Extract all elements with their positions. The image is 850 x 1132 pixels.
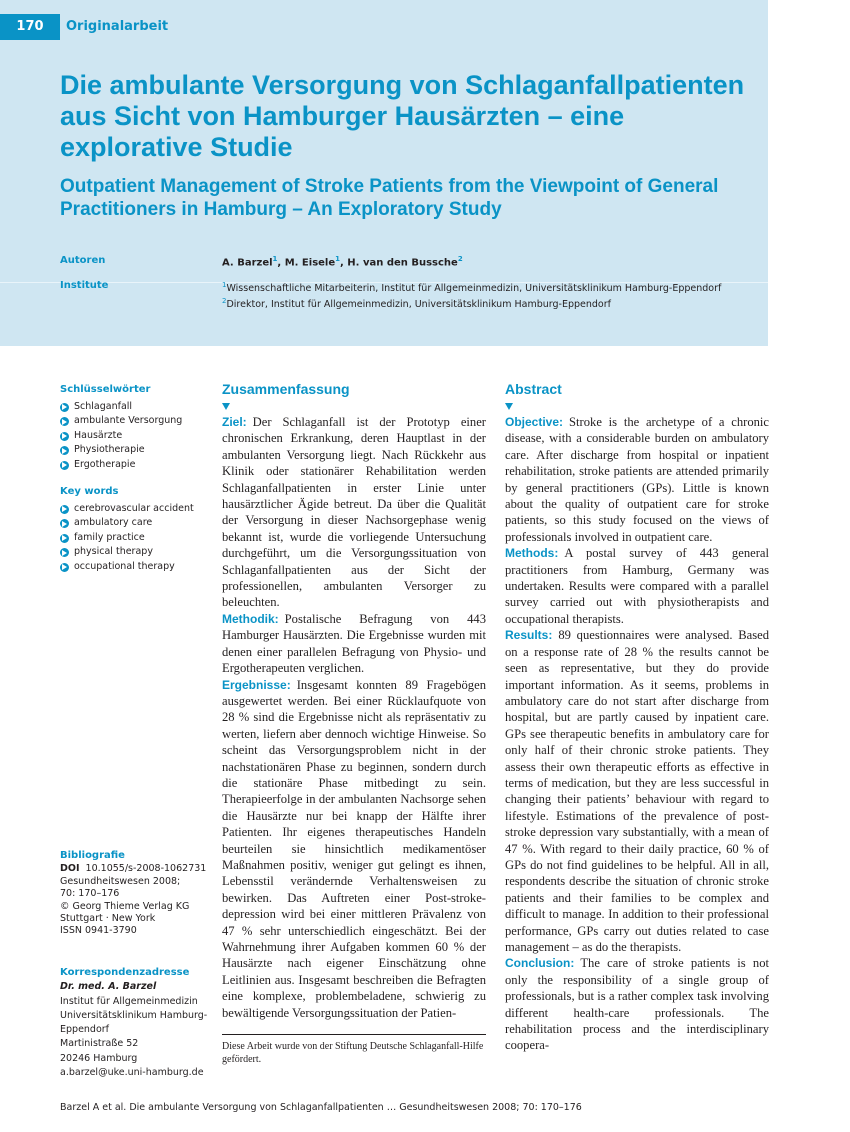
keywords-german: [60, 383, 210, 472]
bullet-arrow-icon: [60, 563, 69, 572]
address-line: 20246 Hamburg: [60, 1052, 138, 1064]
address-line: Institut für Allgemeinmedizin: [60, 995, 198, 1007]
funding-footnote: Diese Arbeit wurde von der Stiftung Deutsche Schlaganfall-Hilfe gefördert.: [222, 1041, 484, 1065]
author-name: H. van den Bussche: [347, 257, 458, 269]
address-line: Martinistraße 52: [60, 1038, 139, 1050]
abstract-text: [505, 414, 769, 1054]
bullet-arrow-icon: [60, 505, 69, 514]
keyword-item: family practice: [60, 531, 210, 546]
correspondence-title: Korrespondenzadresse: [60, 967, 190, 978]
abstract-paragraph: Methods: A postal survey of 443 general practitioners from Hamburg, Germany was undertaken. Results were compared with a parallel survey carried out with physiotherapists and occupational therapists.: [505, 546, 769, 626]
abstract-paragraph: Methodik: Postalische Befragung von 443 Hamburger Hausärzten. Die Ergebnisse wurden mit denen einer parallelen Befragung von Physio- und Ergotherapeuten verglichen.: [222, 611, 486, 676]
bibliography: [60, 850, 210, 938]
keyword-item: cerebrovascular accident: [60, 502, 210, 517]
footnote-rule: [222, 1034, 486, 1035]
keyword-item: Ergotherapie: [60, 458, 210, 473]
abstract-paragraph: Objective: Stroke is the archetype of a chronic disease, with a considerable burden on ambulatory care. After discharge from hospital or inpatient rehabilitation, stroke patients are attended primarily by general practitioners (GPs). Little is known about the quality of outpatient care for stroke patients, so this study focused on the views of professionals involved in outpatient care.: [505, 415, 769, 544]
bullet-arrow-icon: [60, 534, 69, 543]
abstract-heading: Abstract: [505, 381, 562, 397]
abstract-paragraph: Ziel: Der Schlaganfall ist der Prototyp einer chronischen Erkrankung, deren Hauptlast in der ambulanten Versorgung liegt. Nach Rückkehr aus Klinik oder stationärer Rehabilitation werden Schlaganfallpatienten in erster Linie unter hausärztlicher Ägide betreut. Da über die Qualität der Versorgung in dieser Nachsorgephase wenig bekannt ist, wurde die vorliegende Untersuchung durchgeführt, um die Versorgungssituation von Schlaganfallpatienten aus der Sicht der professionellen, ambulanten Versorger zu beleuchten.: [222, 415, 486, 610]
bibliography-line: Stuttgart · New York: [60, 913, 156, 925]
keyword-item: ambulante Versorgung: [60, 414, 210, 429]
correspondence-name: Dr. med. A. Barzel: [60, 981, 157, 993]
bibliography-line: ISSN 0941-3790: [60, 925, 137, 937]
doi-link[interactable]: 10.1055/s-2008-1062731: [85, 863, 207, 875]
bullet-arrow-icon: [60, 417, 69, 426]
title-english: Outpatient Management of Stroke Patients from the Viewpoint of General Practitioners in Hamburg – An Exploratory Study: [60, 176, 719, 220]
bullet-arrow-icon: [60, 519, 69, 528]
author-affiliation: 1: [272, 255, 278, 263]
keywords-german-title: Schlüsselwörter: [60, 384, 151, 395]
paragraph-label: Objective:: [505, 415, 564, 429]
triangle-down-icon: [505, 403, 513, 410]
keywords-english-title: Key words: [60, 486, 119, 497]
address-line: Universitätsklinikum Hamburg-: [60, 1009, 208, 1021]
institutes: [222, 279, 762, 311]
section-label: Originalarbeit: [66, 19, 169, 34]
author-name: M. Eisele: [284, 257, 336, 269]
bibliography-title: Bibliografie: [60, 850, 125, 861]
title-german: Die ambulante Versorgung von Schlaganfallpatienten aus Sicht von Hamburger Hausärzten – eine explorative Studie: [60, 70, 745, 162]
bullet-arrow-icon: [60, 432, 69, 441]
keyword-item: occupational therapy: [60, 560, 210, 575]
paragraph-label: Results:: [505, 628, 553, 643]
keyword-item: ambulatory care: [60, 516, 210, 531]
abstract-paragraph: Results: 89 questionnaires were analysed. Based on a response rate of 28 % the results cannot be seen as representative, but they do provide important information. As it seems, problems in ambulatory care do not start after discharge from hospital, but are partly caused by inpatient care. GPs see therapeutic benefits in ambulatory care for only half of their chronic stroke patients. They assess their own therapeutic efforts as effective in terms of medication, but they are less successful in changing their patients’ behaviour with regard to lifestyle. Estimations of the prevalence of post-stroke depression vary substantially, with a mean of 47 %. With regard to their daily practice, 60 % of GPs do not find guidelines to be helpful. All in all, respondents describe the situation of chronic stroke patients and their families to be complex and difficult to manage. In addition to their professional performance, GPs carry out duties related to case management – as do the therapists.: [505, 628, 769, 954]
triangle-down-icon: [222, 403, 230, 410]
keywords-english: [60, 485, 210, 574]
doi-line: DOI 10.1055/s-2008-1062731: [60, 863, 207, 875]
correspondence: [60, 966, 210, 1080]
institute-item: $^2$Direktor, Institut für Allgemeinmedizin, Universitätsklinikum Hamburg-Eppendorf: [222, 297, 611, 311]
bullet-arrow-icon: [60, 403, 69, 412]
paragraph-label: Methods:: [505, 546, 559, 561]
bibliography-line: Gesundheitswesen 2008;: [60, 875, 181, 887]
author-name: A. Barzel: [222, 257, 273, 269]
bibliography-line: 70: 170–176: [60, 888, 120, 900]
authors-label: Autoren: [60, 255, 106, 266]
institute-number: 2: [222, 297, 227, 306]
paragraph-label: Methodik:: [222, 611, 279, 626]
author-affiliation: 2: [457, 255, 463, 263]
bullet-arrow-icon: [60, 446, 69, 455]
institutes-label: Institute: [60, 280, 109, 291]
zusammenfassung-text: [222, 414, 486, 1021]
abstract-paragraph: Conclusion: The care of stroke patients is not only the responsibility of a single group of professionals, but is a rather complex task involving different health-care professionals. The rehabilitation process and the interdisciplinary coopera-: [505, 956, 769, 1053]
institute-item: $^1$Wissenschaftliche Mitarbeiterin, Institut für Allgemeinmedizin, Universitätsklinikum Hamburg-Eppendorf: [222, 281, 722, 295]
email-link[interactable]: a.barzel@uke.uni-hamburg.de: [60, 1067, 204, 1079]
authors: A. Barzel$^1$, M. Eisele$^1$, H. van den Bussche$^2$: [222, 255, 463, 269]
address-line: Eppendorf: [60, 1024, 110, 1036]
author-affiliation: 1: [335, 255, 341, 263]
zusammenfassung-heading: Zusammenfassung: [222, 381, 350, 397]
bibliography-line: © Georg Thieme Verlag KG: [60, 900, 190, 912]
paragraph-label: Ziel:: [222, 415, 247, 429]
page-footer: Barzel A et al. Die ambulante Versorgung von Schlaganfallpatienten … Gesundheitswesen 2008; 70: 170–176: [60, 1102, 582, 1113]
institute-number: 1: [222, 281, 227, 289]
paragraph-label: Ergebnisse:: [222, 677, 291, 692]
keyword-item: Schlaganfall: [60, 400, 210, 415]
paragraph-label: Conclusion:: [505, 956, 575, 971]
page-number: 170: [0, 14, 60, 40]
keyword-item: physical therapy: [60, 545, 210, 560]
bullet-arrow-icon: [60, 461, 69, 470]
bullet-arrow-icon: [60, 548, 69, 557]
keyword-item: Hausärzte: [60, 429, 210, 444]
keyword-item: Physiotherapie: [60, 443, 210, 458]
abstract-paragraph: Ergebnisse: Insgesamt konnten 89 Fragebögen ausgewertet werden. Bei einer Rücklaufquote von 28 % sind die Ergebnisse nicht als repräsentativ zu werten, liefern aber dennoch wichtige Hinweise. So scheint das Versorgungsproblem nicht in der nachstationären Phase zu beginnen, sondern durch die stationäre Phase mitbedingt zu sein. Therapieerfolge in der ambulanten Nachsorge sehen die Hausärzte nur bei knapp der Hälfte ihrer Patienten. Ihr eigenes therapeutisches Handeln beurteilen sie hinsichtlich medikamentöser Maßnahmen positiv, weniger gut gelingt es ihnen, Lebensstil verändernde Verhaltensweisen zu bewirken. Das Auftreten einer Post-stroke-depression wird bei einer mittleren Prävalenz von 47 % sehr unterschiedlich eingeschätzt. Bei der Wahrnehmung ihrer Aufgaben kommen 60 % der Hausärzte nach eigener Einschätzung ohne Leitlinien aus. Insgesamt beschreiben die Befragten eine komplexe, problembeladene, schwierig zu bewältigende Versorgungssituation der Patien-: [222, 677, 486, 1020]
